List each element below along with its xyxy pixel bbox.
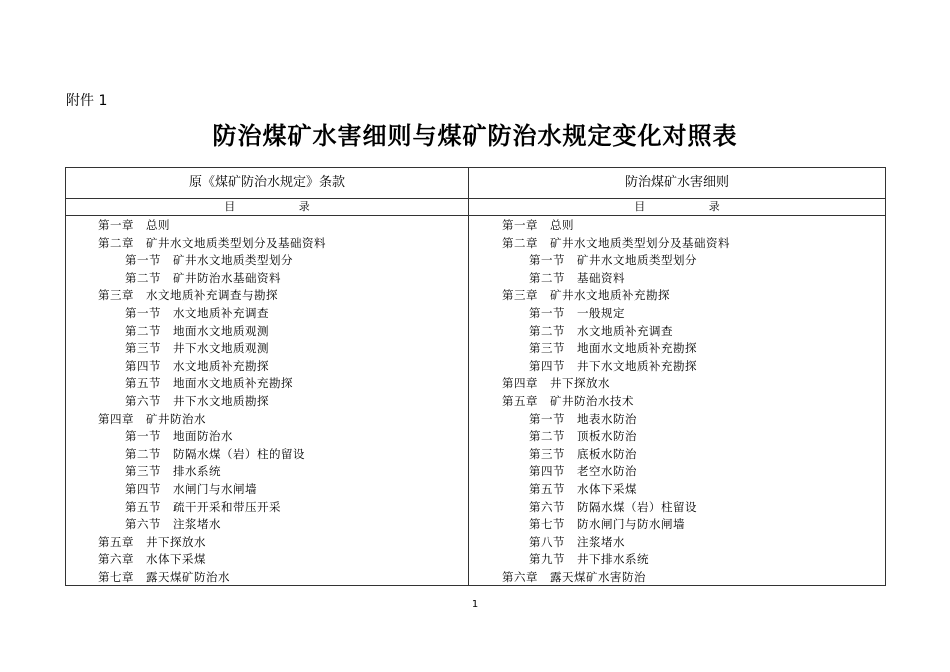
left-column-header: 原《煤矿防治水规定》条款 — [188, 175, 345, 190]
right-toc-section-item: 第一节 地表水防治 — [529, 411, 637, 426]
left-toc-chapter-item: 第一章 总则 — [98, 218, 170, 232]
right-toc-chapter-item: 第二章 矿井水文地质类型划分及基础资料 — [502, 235, 730, 250]
right-toc-section-item: 第六节 防隔水煤（岩）柱留设 — [529, 499, 697, 514]
left-toc-section-item: 第五节 地面水文地质补充勘探 — [125, 376, 293, 391]
left-toc-chapter-item: 第三章 水文地质补充调查与勘探 — [98, 288, 278, 303]
right-toc-section-item: 第三节 底板水防治 — [529, 446, 637, 461]
left-toc-section-item: 第六节 注浆堵水 — [125, 517, 221, 532]
left-toc-section-item: 第二节 防隔水煤（岩）柱的留设 — [125, 446, 305, 461]
left-toc-chapter-item: 第二章 矿井水文地质类型划分及基础资料 — [98, 235, 326, 250]
right-toc-section-item: 第四节 井下水文地质补充勘探 — [529, 358, 697, 373]
left-toc-label: 目 录 — [224, 200, 340, 213]
left-toc-chapter-item: 第六章 水体下采煤 — [98, 552, 206, 567]
right-toc-section-item: 第三节 地面水文地质补充勘探 — [529, 341, 697, 356]
right-toc-chapter-item: 第四章 井下探放水 — [502, 376, 610, 391]
left-toc-section-item: 第一节 水文地质补充调查 — [125, 305, 269, 320]
right-toc-chapter-item: 第六章 露天煤矿水害防治 — [502, 569, 646, 584]
left-toc-chapter-item: 第四章 矿井防治水 — [98, 411, 206, 426]
left-toc-list — [98, 217, 463, 586]
left-toc-section-item: 第一节 地面防治水 — [125, 429, 233, 444]
right-toc-section-item: 第九节 井下排水系统 — [529, 552, 649, 567]
right-toc-list — [502, 217, 877, 586]
toc-divider — [66, 215, 885, 216]
right-toc-section-item: 第七节 防水闸门与防水闸墙 — [529, 517, 685, 532]
column-divider — [468, 168, 469, 585]
left-toc-section-item: 第三节 排水系统 — [125, 464, 221, 479]
left-toc-section-item: 第二节 地面水文地质观测 — [125, 323, 269, 338]
right-toc-chapter-item: 第五章 矿井防治水技术 — [502, 393, 634, 408]
right-toc-section-item: 第二节 基础资料 — [529, 270, 625, 285]
left-toc-section-item: 第二节 矿井防治水基础资料 — [125, 270, 281, 285]
right-toc-chapter-item: 第一章 总则 — [502, 218, 574, 232]
right-toc-section-item: 第二节 顶板水防治 — [529, 429, 637, 444]
right-toc-section-item: 第一节 一般规定 — [529, 305, 625, 320]
left-toc-section-item: 第六节 井下水文地质勘探 — [125, 393, 269, 408]
left-toc-section-item: 第三节 井下水文地质观测 — [125, 341, 269, 356]
right-toc-section-item: 第五节 水体下采煤 — [529, 481, 637, 496]
left-toc-section-item: 第一节 矿井水文地质类型划分 — [125, 253, 293, 268]
right-toc-section-item: 第八节 注浆堵水 — [529, 534, 625, 549]
left-toc-section-item: 第四节 水闸门与水闸墙 — [125, 481, 257, 496]
comparison-table — [65, 167, 886, 586]
right-toc-section-item: 第二节 水文地质补充调查 — [529, 323, 673, 338]
right-toc-section-item: 第四节 老空水防治 — [529, 464, 637, 479]
attachment-label: 附件 1 — [66, 93, 108, 109]
right-column-header: 防治煤矿水害细则 — [624, 175, 729, 190]
right-toc-label: 目 录 — [634, 200, 750, 213]
left-toc-chapter-item: 第五章 井下探放水 — [98, 534, 206, 549]
left-toc-section-item: 第四节 水文地质补充勘探 — [125, 358, 269, 373]
document-title: 防治煤矿水害细则与煤矿防治水规定变化对照表 — [212, 121, 738, 150]
left-toc-chapter-item: 第七章 露天煤矿防治水 — [98, 569, 230, 584]
page-number: 1 — [471, 599, 479, 610]
left-toc-section-item: 第五节 疏干开采和带压开采 — [125, 499, 281, 514]
right-toc-chapter-item: 第三章 矿井水文地质补充勘探 — [502, 288, 670, 303]
right-toc-section-item: 第一节 矿井水文地质类型划分 — [529, 253, 697, 268]
